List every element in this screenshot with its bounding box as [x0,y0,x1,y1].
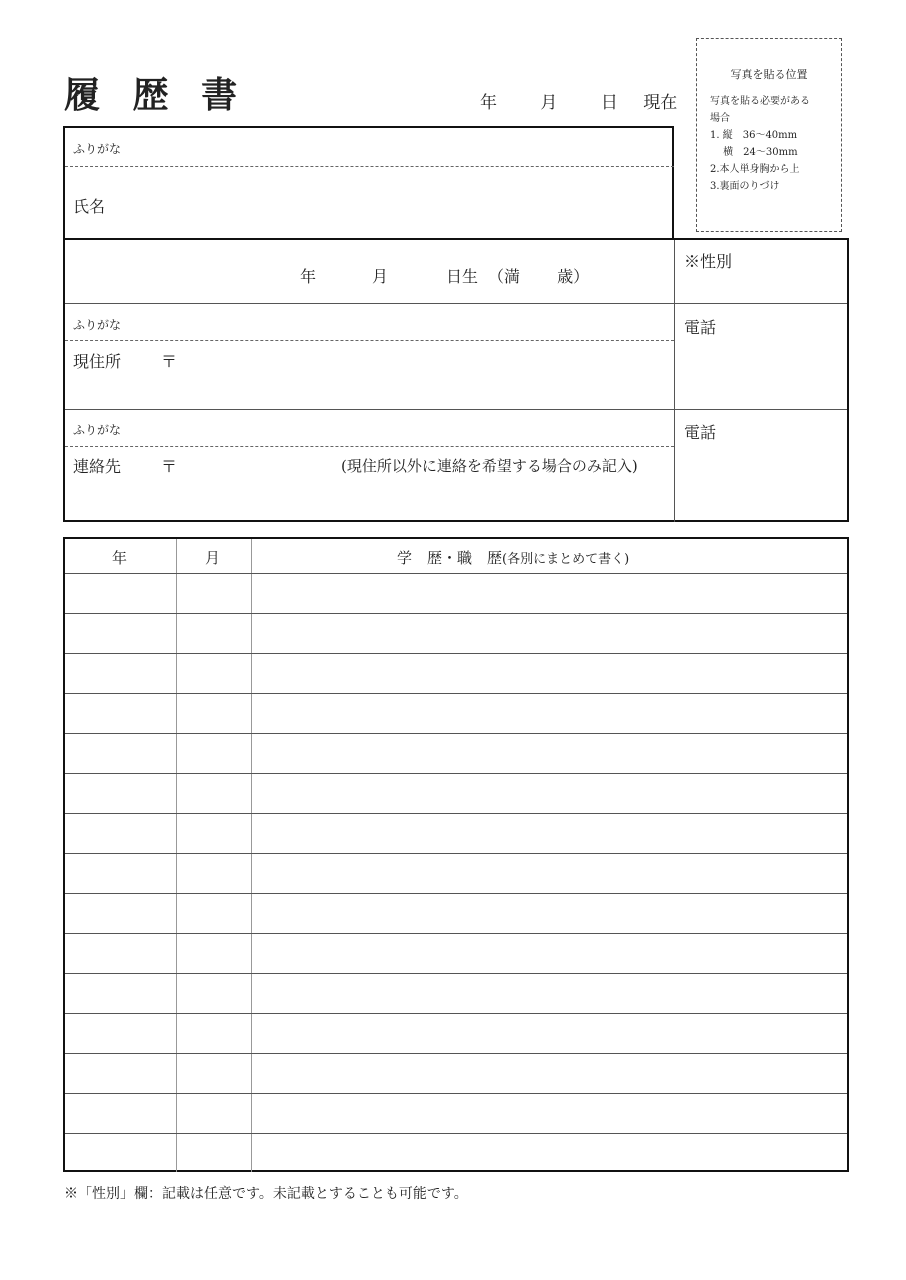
history-entry-cell[interactable] [252,653,847,693]
photo-box-line: 横 24～30mm [710,147,798,158]
contact-furigana-label: ふりがな [73,423,122,437]
history-month-cell[interactable] [177,973,251,1013]
history-row [65,773,847,813]
current-date [480,88,677,113]
date-day-label: 日 [600,93,618,113]
history-row [65,1053,847,1093]
history-row [65,1013,847,1053]
photo-box-line: 場合 [710,113,730,124]
history-row [65,1133,847,1173]
history-year-cell[interactable] [65,573,176,613]
contact-phone-field[interactable] [677,442,847,518]
history-year-cell[interactable] [65,933,176,973]
history-entry-cell[interactable] [252,973,847,1013]
history-year-cell[interactable] [65,733,176,773]
history-year-cell[interactable] [65,773,176,813]
date-month-label: 月 [540,93,558,113]
history-row [65,893,847,933]
history-row [65,613,847,653]
history-month-header: 月 [205,549,221,567]
history-entry-cell[interactable] [252,613,847,653]
history-entry-cell[interactable] [252,1013,847,1053]
history-entry-cell[interactable] [252,1053,847,1093]
history-entry-cell[interactable] [252,893,847,933]
history-month-cell[interactable] [177,573,251,613]
address-label: 現住所 [73,352,122,371]
history-row [65,973,847,1013]
history-month-cell[interactable] [177,813,251,853]
photo-box-line: 1. 縦 36～40mm [710,130,798,141]
photo-box-title: 写真を貼る位置 [730,68,808,81]
history-table [63,537,849,1172]
history-year-cell[interactable] [65,613,176,653]
history-year-cell[interactable] [65,893,176,933]
photo-box-line: 2.本人単身胸から上 [710,164,800,175]
history-year-cell[interactable] [65,1053,176,1093]
name-field[interactable] [165,172,665,232]
furigana-divider [65,446,674,447]
date-suffix-label: 現在 [643,93,678,113]
address-postal-mark: 〒 [161,352,178,371]
row-divider [65,303,847,304]
history-year-cell[interactable] [65,853,176,893]
name-section [63,126,674,238]
history-entry-cell[interactable] [252,773,847,813]
history-month-cell[interactable] [177,1013,251,1053]
name-furigana-label: ふりがな [73,142,122,156]
age-label: （満 歳） [488,267,590,286]
history-main-header [397,547,629,568]
furigana-divider [65,340,674,341]
contact-note: (現住所以外に連絡を希望する場合のみ記入) [341,457,638,475]
address-field[interactable] [185,344,665,404]
history-month-cell[interactable] [177,773,251,813]
photo-box-line: 3.裏面のりづけ [710,181,780,192]
address-phone-label: 電話 [684,318,717,337]
history-month-cell[interactable] [177,853,251,893]
photo-box [696,38,842,232]
address-furigana-label: ふりがな [73,318,122,332]
history-year-cell[interactable] [65,1133,176,1173]
birth-day-label: 日生 [446,267,479,286]
name-label: 氏名 [73,197,106,216]
furigana-divider [65,166,674,167]
history-month-cell[interactable] [177,893,251,933]
history-row [65,853,847,893]
history-main-header-note: (各別にまとめて書く) [502,552,630,567]
history-entry-cell[interactable] [252,693,847,733]
birth-month-label: 月 [372,267,389,286]
address-phone-field[interactable] [677,336,847,406]
history-year-cell[interactable] [65,653,176,693]
history-year-cell[interactable] [65,973,176,1013]
contact-postal-mark: 〒 [161,457,178,476]
history-month-cell[interactable] [177,1053,251,1093]
date-year-label: 年 [480,93,497,113]
history-month-cell[interactable] [177,693,251,733]
history-month-cell[interactable] [177,1093,251,1133]
history-year-header: 年 [112,549,128,567]
history-year-cell[interactable] [65,1013,176,1053]
history-entry-cell[interactable] [252,733,847,773]
history-month-cell[interactable] [177,613,251,653]
history-entry-cell[interactable] [252,933,847,973]
history-row [65,813,847,853]
row-divider [65,409,847,410]
column-divider [674,240,675,522]
footnote: ※「性別」欄：記載は任意です。未記載とすることも可能です。 [64,1186,468,1202]
gender-label: ※性別 [684,252,733,271]
history-row [65,573,847,613]
history-entry-cell[interactable] [252,1093,847,1133]
contact-label: 連絡先 [73,457,122,476]
history-row [65,933,847,973]
history-month-cell[interactable] [177,653,251,693]
history-row [65,693,847,733]
contact-field[interactable] [185,480,665,518]
history-entry-cell[interactable] [252,573,847,613]
history-entry-cell[interactable] [252,853,847,893]
photo-box-line: 写真を貼る必要がある [710,96,810,107]
history-entry-cell[interactable] [252,813,847,853]
contact-phone-label: 電話 [684,423,717,442]
personal-info-section [63,238,849,522]
birth-year-label: 年 [300,267,317,286]
document-title: 履 歴 書 [64,74,248,116]
history-row [65,1093,847,1133]
history-month-cell[interactable] [177,933,251,973]
history-month-cell[interactable] [177,733,251,773]
history-year-cell[interactable] [65,813,176,853]
history-entry-cell[interactable] [252,1133,847,1173]
history-year-cell[interactable] [65,1093,176,1133]
history-month-cell[interactable] [177,1133,251,1173]
gender-field[interactable] [677,270,847,300]
history-main-header-text: 学 歴・職 歴 [397,549,503,567]
history-row [65,733,847,773]
history-year-cell[interactable] [65,693,176,733]
history-row [65,653,847,693]
